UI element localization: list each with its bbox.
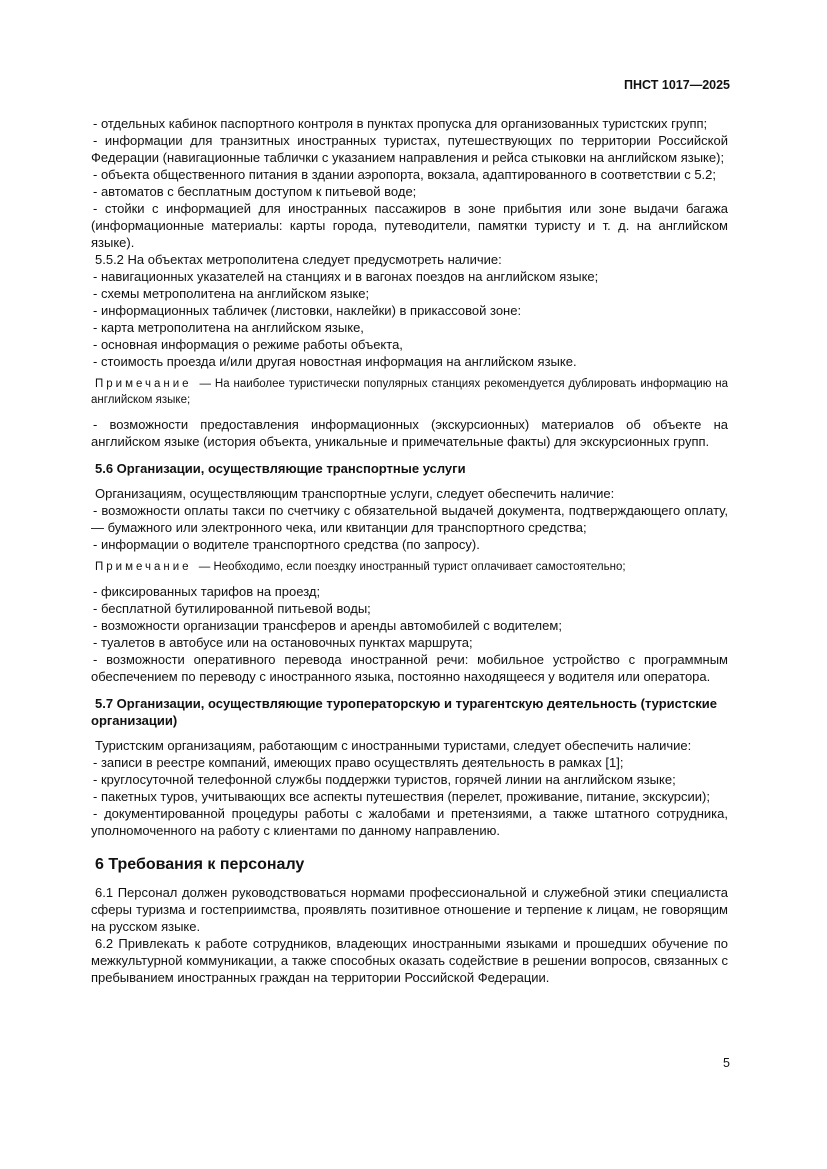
paragraph: - автоматов с бесплатным доступом к питьевой воде; [93, 184, 417, 199]
paragraph: - карта метрополитена на английском языке, [93, 320, 364, 335]
paragraph: - отдельных кабинок паспортного контроля в пунктах пропуска для организованных туристских групп; [93, 116, 708, 131]
note [91, 376, 728, 408]
paragraph: - схемы метрополитена на английском языке; [93, 286, 370, 301]
clause-5-5-2: 5.5.2 На объектах метрополитена следует предусмотреть наличие: [95, 252, 502, 267]
paragraph: - стойки с информацией для иностранных пассажиров в зоне прибытия или зоне выдачи багажа (информационные материалы: карты города, путеводители, памятки туристу и т. д. на английском языке). [91, 201, 728, 250]
note [91, 559, 728, 575]
paragraph: - возможности организации трансферов и аренды автомобилей с водителем; [93, 618, 562, 633]
paragraph: - возможности предоставления информационных (экскурсионных) материалов об объекте на английском языке (история объекта, уникальные и примечательные факты) для экскурсионных групп. [91, 417, 728, 449]
paragraph: - объекта общественного питания в здании аэропорта, вокзала, адаптированного в соответствии с 5.2; [93, 167, 717, 182]
paragraph: - информационных табличек (листовки, наклейки) в прикассовой зоне: [93, 303, 522, 318]
note-text: — На наиболее туристически популярных станциях рекомендуется дублировать информацию на английском языке; [91, 378, 728, 406]
paragraph: - туалетов в автобусе или на остановочных пунктах маршрута; [93, 635, 473, 650]
paragraph: - бесплатной бутилированной питьевой воды; [93, 601, 371, 616]
paragraph: - фиксированных тарифов на проезд; [93, 584, 321, 599]
paragraph: - документированной процедуры работы с жалобами и претензиями, а также штатного сотрудника, уполномоченного на работу с клиентами по данному направлению. [91, 806, 728, 838]
paragraph: Туристским организациям, работающим с иностранными туристами, следует обеспечить наличие: [95, 738, 692, 753]
paragraph: Организациям, осуществляющим транспортные услуги, следует обеспечить наличие: [95, 486, 615, 501]
paragraph: - записи в реестре компаний, имеющих право осуществлять деятельность в рамках [1]; [93, 755, 624, 770]
section-heading-5-7: 5.7 Организации, осуществляющие туроператорскую и турагентскую деятельность (туристские организации) [91, 696, 718, 728]
note-label: Примечание [95, 561, 192, 573]
page-body [91, 115, 728, 986]
paragraph: - возможности оплаты такси по счетчику с обязательной выдачей документа, подтверждающего оплату, — бумажного или электронного чека, или квитанции для транспортного средства; [91, 503, 728, 535]
note-text: — Необходимо, если поездку иностранный турист оплачивает самостоятельно; [198, 561, 626, 573]
page-number: 5 [723, 1056, 730, 1070]
section-heading-6: 6 Требования к персоналу [95, 856, 305, 873]
paragraph: - стоимость проезда и/или другая новостная информация на английском языке. [93, 354, 577, 369]
paragraph: - информации о водителе транспортного средства (по запросу). [93, 537, 480, 552]
paragraph: - пакетных туров, учитывающих все аспекты путешествия (перелет, проживание, питание, экскурсии); [93, 789, 710, 804]
paragraph: - круглосуточной телефонной службы поддержки туристов, горячей линии на английском языке; [93, 772, 676, 787]
paragraph: - информации для транзитных иностранных туристах, путешествующих по территории Российской Федерации (навигационные таблички с указанием направления и рейса стыковки на английском языке); [91, 133, 728, 165]
clause-6-2: 6.2 Привлекать к работе сотрудников, владеющих иностранными языками и прошедших обучение по межкультурной коммуникации, а также способных оказать содействие в решении вопросов, связанных с пребыванием иностранных граждан на территории Российской Федерации. [91, 936, 728, 985]
paragraph: - навигационных указателей на станциях и в вагонах поездов на английском языке; [93, 269, 599, 284]
document-code: ПНСТ 1017—2025 [624, 78, 730, 92]
paragraph: - основная информация о режиме работы объекта, [93, 337, 403, 352]
clause-6-1: 6.1 Персонал должен руководствоваться нормами профессиональной и служебной этики специалиста сферы туризма и гостеприимства, проявлять позитивное отношение и терпение к лицам, не говорящим на русском языке. [91, 885, 728, 934]
note-label: Примечание [95, 378, 192, 390]
paragraph: - возможности оперативного перевода иностранной речи: мобильное устройство с программным обеспечением по переводу с иностранного языка, постоянно находящееся у водителя или оператора. [91, 652, 728, 684]
section-heading-5-6: 5.6 Организации, осуществляющие транспортные услуги [95, 461, 466, 476]
